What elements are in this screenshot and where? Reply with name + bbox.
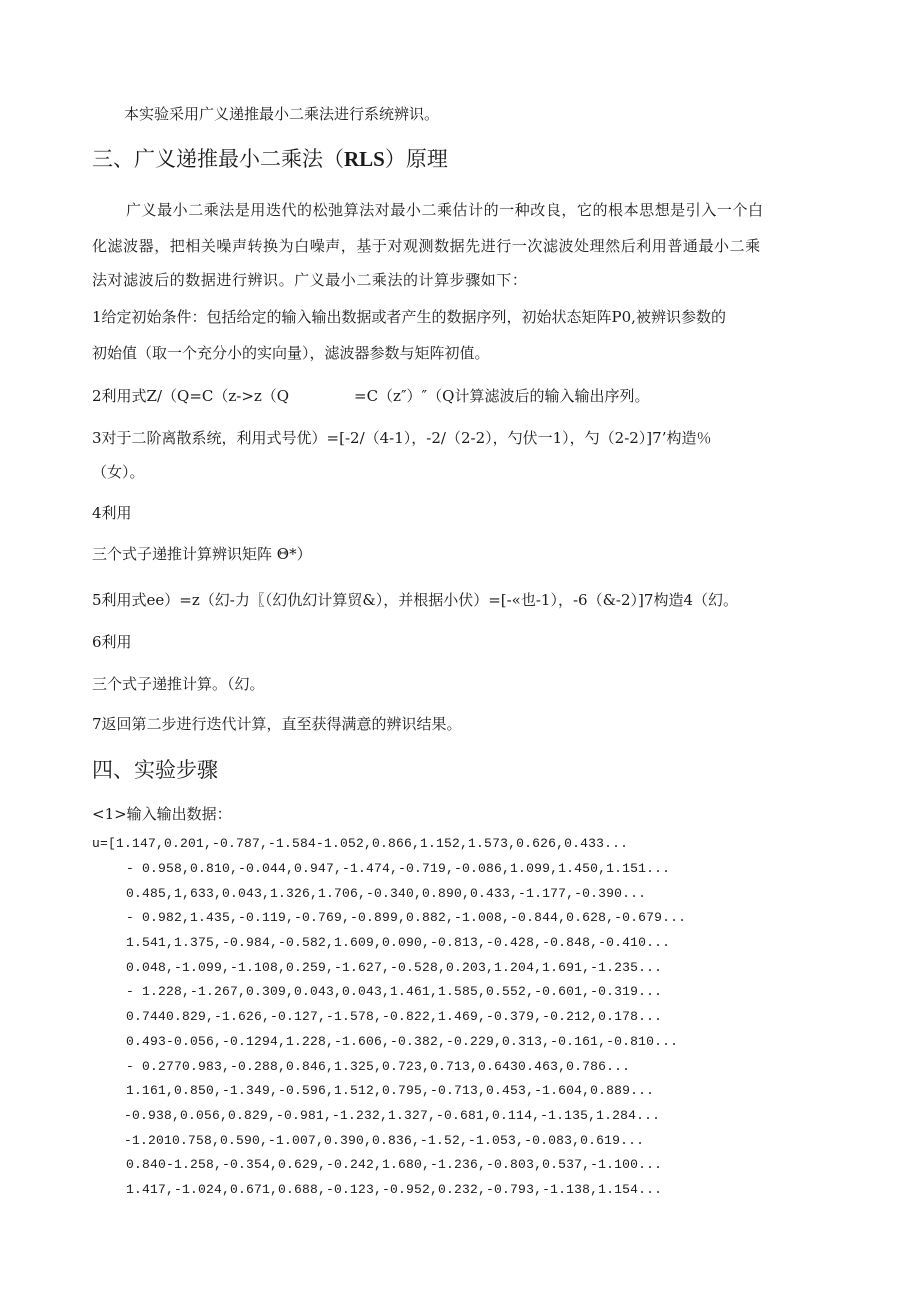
u-data-line-6: 0.048,-1.099,-1.108,0.259,-1.627,-0.528,0.203,1.204,1.691,-1.235... xyxy=(126,960,663,975)
paragraph-line-2: 化滤波器，把相关噪声转换为白噪声，基于对观测数据先进行一次滤波处理然后利用普通最小二乘 xyxy=(92,237,761,255)
paragraph-line-3: 法对滤波后的数据进行辨识。广义最小二乘法的计算步骤如下： xyxy=(92,271,528,289)
u-data-line-8: 0.7440.829,-1.626,-0.127,-1.578,-0.822,1.469,-0.379,-0.212,0.178... xyxy=(126,1009,663,1024)
step-2-part-2: =C（z″）″（Q计算滤波后的输入输出序列。 xyxy=(354,387,650,405)
u-data-line-5: 1.541,1.375,-0.984,-0.582,1.609,0.090,-0.813,-0.428,-0.848,-0.410... xyxy=(126,935,671,950)
section-3-suffix: ）原理 xyxy=(384,147,448,171)
u-data-line-2: - 0.958,0.810,-0.044,0.947,-1.474,-0.719,-0.086,1.099,1.450,1.151... xyxy=(126,861,671,876)
step-3-line-2: （女）。 xyxy=(92,463,145,481)
u-data-line-13: -1.2010.758,0.590,-1.007,0.390,0.836,-1.52,-1.053,-0.083,0.619... xyxy=(124,1133,645,1148)
step-5: 5利用式ee）=z（幻-力〖（幻仇幻计算贸&），并根据小伏）=[-«也-1），-6（&-2）]7构造4（幻。 xyxy=(92,591,738,609)
data-label: <1>输入输出数据： xyxy=(92,805,232,823)
u-data-line-7: - 1.228,-1.267,0.309,0.043,0.043,1.461,1.585,0.552,-0.601,-0.319... xyxy=(126,984,663,999)
u-data-line-4: - 0.982,1.435,-0.119,-0.769,-0.899,0.882,-1.008,-0.844,0.628,-0.679... xyxy=(126,910,687,925)
u-data-line-11: 1.161,0.850,-1.349,-0.596,1.512,0.795,-0.713,0.453,-1.604,0.889... xyxy=(126,1083,655,1098)
u-data-line-9: 0.493-0.056,-0.1294,1.228,-1.606,-0.382,-0.229,0.313,-0.161,-0.810... xyxy=(126,1034,679,1049)
intro-text: 本实验采用广义递推最小二乘法进行系统辨识。 xyxy=(124,105,440,123)
paragraph-line-1: 广义最小二乘法是用迭代的松弛算法对最小二乘估计的一种改良，它的根本思想是引入一个白 xyxy=(126,201,764,219)
step-4-line-2: 三个式子递推计算辨识矩阵 Θ*） xyxy=(92,545,312,563)
u-data-line-10: - 0.2770.983,-0.288,0.846,1.325,0.723,0.713,0.6430.463,0.786... xyxy=(126,1059,631,1074)
step-6-line-1: 6利用 xyxy=(92,633,132,651)
step-2-part-1: 2利用式Z/（Q=C（z->z（Q xyxy=(92,387,290,405)
section-3-abbr: RLS xyxy=(344,147,385,171)
u-data-line-12: -0.938,0.056,0.829,-0.981,-1.232,1.327,-0.681,0.114,-1.135,1.284... xyxy=(124,1108,661,1123)
step-4-line-1: 4利用 xyxy=(92,504,132,522)
section-4-heading: 四、实验步骤 xyxy=(92,758,218,782)
u-data-line-1: u=[1.147,0.201,-0.787,-1.584-1.052,0.866,1.152,1.573,0.626,0.433... xyxy=(92,836,629,851)
step-1-line-1: 1给定初始条件：包括给定的输入输出数据或者产生的数据序列，初始状态矩阵P0,被辨识参数的 xyxy=(92,308,726,326)
step-6-line-2: 三个式子递推计算。（幻。 xyxy=(92,675,265,693)
u-data-line-14: 0.840-1.258,-0.354,0.629,-0.242,1.680,-1.236,-0.803,0.537,-1.100... xyxy=(126,1157,663,1172)
step-1-line-2: 初始值（取一个充分小的实向量），滤波器参数与矩阵初值。 xyxy=(92,344,490,362)
step-7: 7返回第二步进行迭代计算，直至获得满意的辨识结果。 xyxy=(92,715,462,733)
u-data-line-15: 1.417,-1.024,0.671,0.688,-0.123,-0.952,0.232,-0.793,-1.138,1.154... xyxy=(126,1182,663,1197)
step-3-line-1: 3对于二阶离散系统，利用式号优）=[-2/（4-1），-2/（2-2），勺伏一1），勺（2-2）]7’构造％ xyxy=(92,429,712,447)
section-3-prefix: 三、广义递推最小二乘法（ xyxy=(92,147,344,171)
u-data-line-3: 0.485,1,633,0.043,1.326,1.706,-0.340,0.890,0.433,-1.177,-0.390... xyxy=(126,886,647,901)
section-3-heading xyxy=(92,145,448,173)
